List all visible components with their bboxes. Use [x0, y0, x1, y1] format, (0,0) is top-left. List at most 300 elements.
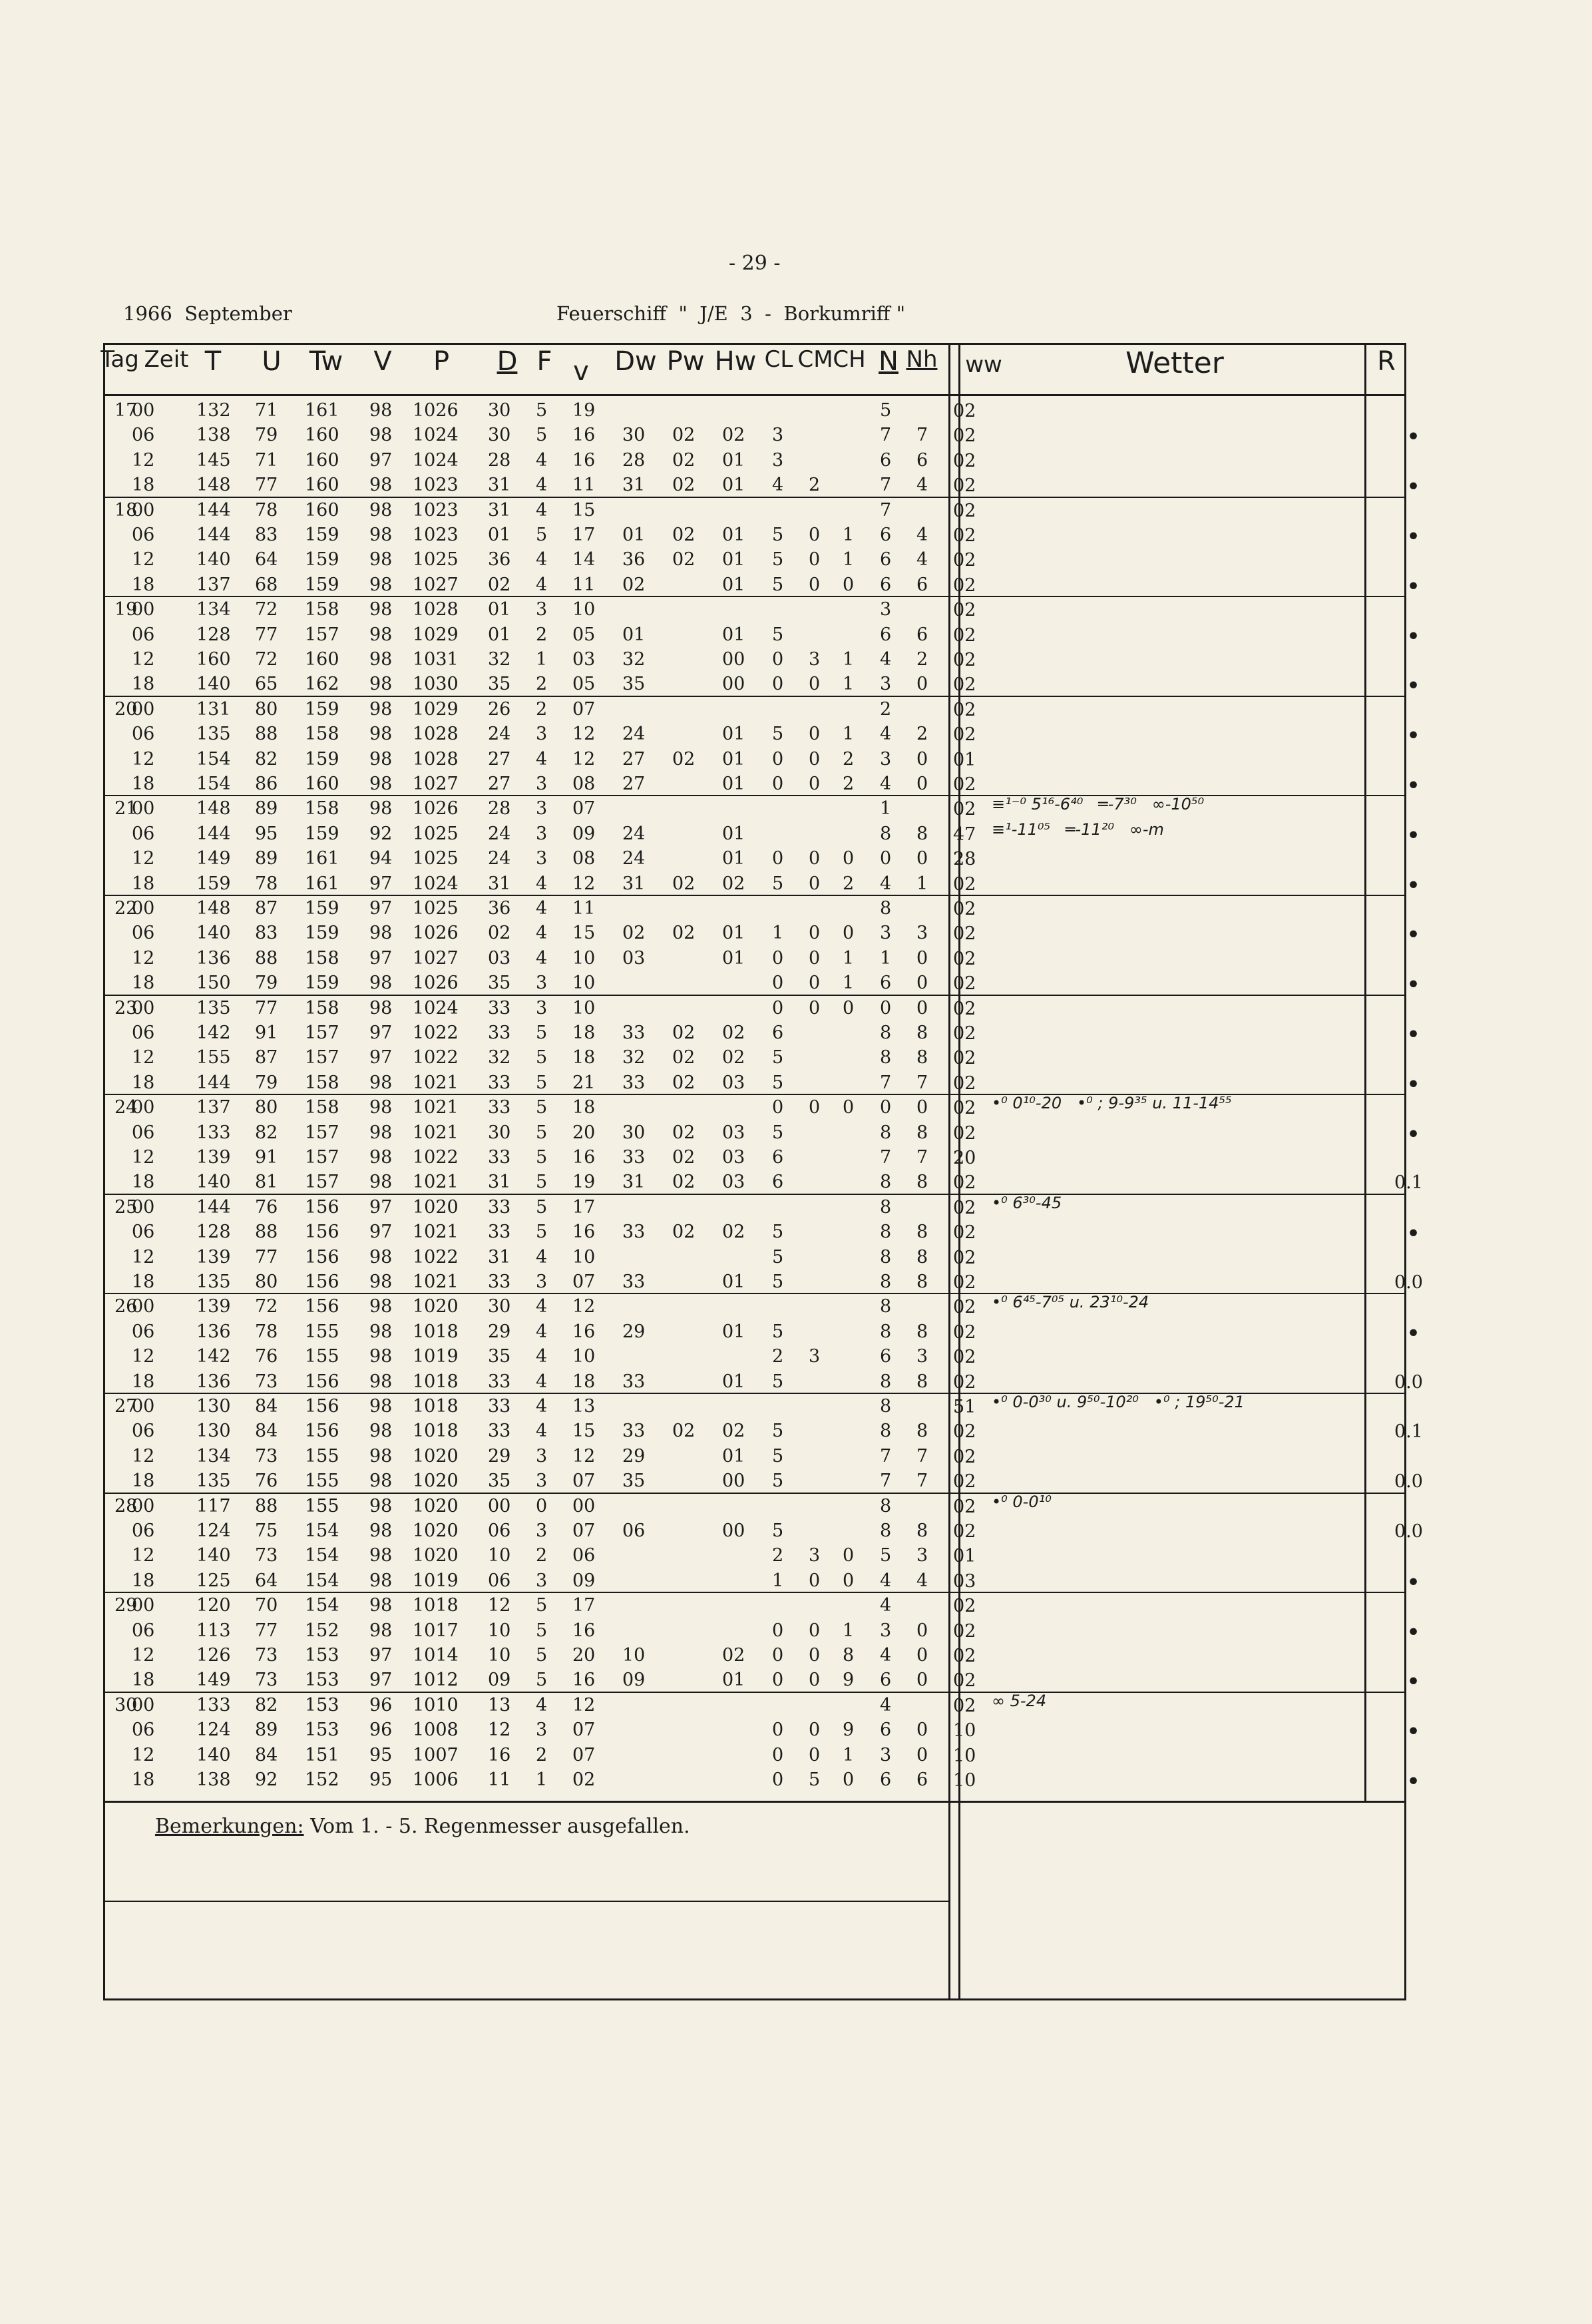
cell-pw: 02: [672, 425, 696, 446]
cell-ww: 02: [953, 600, 976, 621]
cell-nh: 7: [916, 1445, 928, 1467]
cell-nh: 1: [916, 873, 928, 894]
cell-f: 4: [536, 449, 548, 471]
cell-n: 6: [880, 1769, 892, 1790]
cell-hw: 02: [722, 873, 745, 894]
cell-t: 148: [196, 475, 231, 496]
cell-d: 29: [488, 1321, 511, 1342]
cell-d: 35: [488, 1471, 511, 1492]
table-row: [0, 1294, 1592, 1319]
cell-ww: 02: [953, 1098, 976, 1119]
cell-vv: 12: [572, 1445, 596, 1467]
cell-vv: 02: [572, 1769, 596, 1790]
table-row: [0, 1743, 1592, 1767]
table-row: [0, 971, 1592, 995]
cell-v: 98: [369, 1495, 393, 1516]
cell-tag: 24: [114, 1097, 138, 1118]
table-row: [0, 1270, 1592, 1294]
cell-cl: 6: [772, 1172, 784, 1193]
cell-tw: 156: [305, 1396, 339, 1417]
cell-cl: 1: [772, 1570, 784, 1591]
cell-f: 4: [536, 574, 548, 595]
cell-ww: 02: [953, 550, 976, 571]
cell-zeit: 12: [132, 549, 155, 571]
cell-n: 8: [880, 1196, 892, 1218]
cell-tw: 160: [305, 449, 339, 471]
remarks-label: Bemerkungen:: [155, 1815, 304, 1838]
cell-zeit: 06: [132, 1421, 155, 1442]
cell-cl: 5: [772, 1520, 784, 1541]
cell-t: 132: [196, 400, 231, 421]
cell-wetter: •⁰ 0-0³⁰ u. 9⁵⁰-10²⁰ •⁰ ; 19⁵⁰-21: [992, 1393, 1245, 1411]
cell-ww: 02: [953, 1072, 976, 1094]
cell-zeit: 00: [132, 997, 155, 1019]
cell-tw: 156: [305, 1272, 339, 1292]
cell-n: 1: [880, 947, 892, 969]
cell-f: 4: [536, 898, 548, 919]
cell-tw: 154: [305, 1545, 339, 1566]
heading-dw: Dw: [614, 346, 657, 377]
cell-vv: 16: [572, 1222, 596, 1243]
cell-ww: 02: [953, 923, 976, 945]
cell-cl: 0: [772, 674, 784, 695]
cell-ww: 02: [953, 998, 976, 1019]
cell-cl: 0: [772, 973, 784, 994]
cell-vv: 07: [572, 698, 596, 720]
cell-ch: 0: [843, 1097, 855, 1118]
cell-vv: 10: [572, 1346, 596, 1367]
cell-zeit: 00: [132, 898, 155, 919]
cell-t: 144: [196, 499, 231, 521]
cell-cm: 0: [809, 674, 821, 695]
cell-f: 3: [536, 599, 548, 620]
cell-d: 29: [488, 1445, 511, 1467]
cell-vv: 20: [572, 1122, 596, 1143]
table-row: [0, 398, 1592, 423]
cell-tag: 17: [114, 400, 138, 421]
cell-n: 0: [880, 848, 892, 869]
cell-dw: 35: [622, 674, 646, 695]
cell-t: 144: [196, 525, 231, 545]
cell-v: 98: [369, 1346, 393, 1367]
cell-u: 71: [255, 449, 278, 471]
cell-hw: 00: [722, 1520, 745, 1541]
cell-tw: 153: [305, 1670, 339, 1691]
cell-v: 98: [369, 599, 393, 620]
table-row: [0, 1170, 1592, 1194]
cell-d: 01: [488, 525, 511, 545]
cell-f: 3: [536, 774, 548, 794]
cell-ww: 02: [953, 1471, 976, 1493]
cell-n: 6: [880, 525, 892, 545]
cell-u: 76: [255, 1196, 278, 1218]
cell-ww: 02: [953, 1596, 976, 1617]
cell-tw: 155: [305, 1471, 339, 1492]
cell-wetter: •⁰ 0-0¹⁰: [992, 1492, 1052, 1511]
cell-t: 142: [196, 1346, 231, 1367]
cell-r: 0.1: [1394, 1421, 1423, 1443]
cell-d: 31: [488, 475, 511, 496]
cell-p: 1018: [413, 1396, 459, 1417]
cell-d: 02: [488, 574, 511, 595]
cell-d: 10: [488, 1545, 511, 1566]
cell-f: 3: [536, 1570, 548, 1591]
cell-v: 98: [369, 425, 393, 446]
cell-u: 76: [255, 1471, 278, 1492]
cell-d: 36: [488, 549, 511, 571]
cell-ww: 02: [953, 1421, 976, 1443]
cell-pw: 02: [672, 475, 696, 496]
heading-v: V: [373, 346, 392, 377]
cell-p: 1023: [413, 475, 459, 496]
cell-hw: 01: [722, 848, 745, 869]
header-left: 1966 September: [123, 302, 292, 325]
cell-ww: 02: [953, 1048, 976, 1069]
cell-u: 77: [255, 997, 278, 1019]
cell-p: 1022: [413, 1246, 459, 1268]
table-row: [0, 1195, 1592, 1220]
cell-vv: 13: [572, 1396, 596, 1417]
cell-f: 3: [536, 1272, 548, 1292]
cell-ww: 02: [953, 624, 976, 646]
cell-n: 7: [880, 425, 892, 446]
cell-vv: 16: [572, 1670, 596, 1691]
table-row: [0, 1593, 1592, 1618]
cell-t: 136: [196, 947, 231, 969]
cell-pw: 02: [672, 1147, 696, 1168]
cell-zeit: 18: [132, 1670, 155, 1691]
cell-cl: 0: [772, 1670, 784, 1691]
cell-hw: 01: [722, 724, 745, 745]
cell-ww: 02: [953, 1646, 976, 1666]
cell-nh: 6: [916, 449, 928, 471]
cell-hw: 01: [722, 923, 745, 944]
cell-vv: 08: [572, 774, 596, 794]
cell-f: 5: [536, 1072, 548, 1093]
cell-vv: 16: [572, 1620, 596, 1641]
cell-hw: 01: [722, 574, 745, 595]
cell-f: 3: [536, 724, 548, 745]
cell-u: 77: [255, 1246, 278, 1268]
cell-ww: 02: [953, 1023, 976, 1044]
cell-r: •: [1407, 624, 1420, 648]
cell-ww: 02: [953, 1172, 976, 1194]
cell-u: 89: [255, 798, 278, 819]
cell-u: 65: [255, 674, 278, 695]
heading-cl: CL: [764, 346, 793, 373]
cell-nh: 8: [916, 1520, 928, 1541]
cell-f: 4: [536, 873, 548, 894]
table-row: [0, 622, 1592, 647]
cell-ww: 10: [953, 1720, 976, 1742]
cell-t: 135: [196, 1471, 231, 1492]
cell-ww: 02: [953, 948, 976, 969]
cell-nh: 8: [916, 1222, 928, 1243]
cell-ww: 02: [953, 575, 976, 596]
cell-dw: 33: [622, 1023, 646, 1043]
cell-v: 98: [369, 1445, 393, 1467]
cell-nh: 3: [916, 923, 928, 944]
cell-d: 33: [488, 1196, 511, 1218]
cell-cm: 0: [809, 525, 821, 545]
cell-v: 98: [369, 549, 393, 571]
cell-cl: 5: [772, 1471, 784, 1492]
cell-dw: 33: [622, 1371, 646, 1392]
cell-tw: 152: [305, 1769, 339, 1790]
cell-tw: 158: [305, 599, 339, 620]
cell-d: 33: [488, 1147, 511, 1168]
cell-dw: 31: [622, 873, 646, 894]
cell-f: 5: [536, 1023, 548, 1043]
cell-vv: 10: [572, 973, 596, 994]
cell-n: 6: [880, 449, 892, 471]
cell-cl: 0: [772, 1720, 784, 1741]
cell-p: 1028: [413, 599, 459, 620]
cell-t: 137: [196, 1097, 231, 1118]
header-center: Feuerschiff " J/E 3 - Borkumriff ": [556, 302, 906, 325]
table-row: [0, 1518, 1592, 1543]
cell-f: 4: [536, 1396, 548, 1417]
cell-wetter: •⁰ 0¹⁰-20 •⁰ ; 9-9³⁵ u. 11-14⁵⁵: [992, 1094, 1232, 1113]
cell-v: 96: [369, 1720, 393, 1741]
cell-ch: 1: [843, 1744, 855, 1765]
cell-n: 3: [880, 1744, 892, 1765]
cell-nh: 3: [916, 1346, 928, 1367]
cell-p: 1030: [413, 674, 459, 695]
cell-u: 84: [255, 1744, 278, 1765]
cell-p: 1025: [413, 549, 459, 571]
cell-tw: 159: [305, 823, 339, 844]
cell-wetter: ∞ 5-24: [992, 1691, 1047, 1710]
cell-pw: 02: [672, 1122, 696, 1143]
cell-d: 33: [488, 1023, 511, 1043]
cell-p: 1021: [413, 1272, 459, 1292]
cell-u: 95: [255, 823, 278, 844]
cell-f: 3: [536, 1471, 548, 1492]
cell-f: 1: [536, 649, 548, 670]
cell-vv: 20: [572, 1645, 596, 1666]
cell-vv: 09: [572, 1570, 596, 1591]
cell-cm: 3: [809, 649, 821, 670]
cell-f: 5: [536, 1620, 548, 1641]
cell-d: 12: [488, 1595, 511, 1616]
cell-tw: 159: [305, 525, 339, 545]
cell-t: 130: [196, 1421, 231, 1442]
cell-n: 4: [880, 873, 892, 894]
cell-nh: 0: [916, 1097, 928, 1118]
heading-cm: CM: [797, 346, 833, 373]
cell-p: 1018: [413, 1321, 459, 1342]
cell-ww: 02: [953, 774, 976, 795]
cell-f: 5: [536, 1047, 548, 1068]
cell-t: 136: [196, 1321, 231, 1342]
cell-cl: 0: [772, 649, 784, 670]
cell-ww: 02: [953, 799, 976, 820]
cell-hw: 03: [722, 1122, 745, 1143]
cell-u: 73: [255, 1545, 278, 1566]
cell-t: 159: [196, 873, 231, 894]
cell-r: •: [1407, 724, 1420, 748]
table-row: [0, 1469, 1592, 1493]
cell-nh: 8: [916, 1023, 928, 1043]
cell-n: 8: [880, 1047, 892, 1068]
cell-p: 1024: [413, 449, 459, 471]
cell-n: 3: [880, 923, 892, 944]
cell-u: 77: [255, 475, 278, 496]
cell-p: 1010: [413, 1694, 459, 1716]
cell-nh: 0: [916, 997, 928, 1019]
cell-vv: 15: [572, 1421, 596, 1442]
cell-p: 1023: [413, 499, 459, 521]
cell-f: 5: [536, 1670, 548, 1691]
cell-cl: 5: [772, 549, 784, 571]
table-row: [0, 921, 1592, 945]
cell-zeit: 12: [132, 649, 155, 670]
cell-v: 98: [369, 1321, 393, 1342]
cell-t: 128: [196, 624, 231, 645]
cell-zeit: 12: [132, 848, 155, 869]
cell-u: 92: [255, 1769, 278, 1790]
cell-p: 1018: [413, 1595, 459, 1616]
cell-zeit: 18: [132, 973, 155, 994]
cell-zeit: 12: [132, 1645, 155, 1666]
cell-n: 1: [880, 798, 892, 819]
cell-n: 8: [880, 1246, 892, 1268]
cell-dw: 35: [622, 1471, 646, 1492]
cell-cm: 0: [809, 774, 821, 794]
cell-u: 84: [255, 1396, 278, 1417]
cell-dw: 28: [622, 449, 646, 471]
cell-nh: 0: [916, 1744, 928, 1765]
remarks: [155, 1815, 690, 1838]
cell-t: 140: [196, 1172, 231, 1193]
cell-n: 6: [880, 574, 892, 595]
cell-ww: 02: [953, 1371, 976, 1393]
cell-hw: 01: [722, 624, 745, 645]
cell-cm: 0: [809, 1645, 821, 1666]
cell-t: 130: [196, 1396, 231, 1417]
cell-tw: 157: [305, 1047, 339, 1068]
cell-hw: 01: [722, 525, 745, 545]
cell-n: 6: [880, 973, 892, 994]
cell-tw: 161: [305, 873, 339, 894]
cell-f: 3: [536, 823, 548, 844]
cell-r: •: [1407, 1321, 1420, 1345]
cell-f: 3: [536, 798, 548, 819]
cell-cl: 0: [772, 1769, 784, 1790]
cell-p: 1027: [413, 774, 459, 794]
cell-nh: 4: [916, 1570, 928, 1591]
cell-f: 5: [536, 1196, 548, 1218]
cell-tw: 156: [305, 1296, 339, 1317]
cell-vv: 10: [572, 997, 596, 1019]
cell-v: 97: [369, 1645, 393, 1666]
cell-zeit: 18: [132, 1072, 155, 1093]
cell-tw: 159: [305, 698, 339, 720]
table-row: [0, 697, 1592, 722]
cell-v: 98: [369, 499, 393, 521]
cell-t: 125: [196, 1570, 231, 1591]
cell-nh: 8: [916, 1047, 928, 1068]
cell-v: 95: [369, 1744, 393, 1765]
cell-f: 5: [536, 1147, 548, 1168]
cell-hw: 02: [722, 1222, 745, 1243]
cell-vv: 06: [572, 1545, 596, 1566]
table-row: [0, 547, 1592, 572]
cell-d: 32: [488, 1047, 511, 1068]
cell-d: 10: [488, 1645, 511, 1666]
cell-f: 3: [536, 1520, 548, 1541]
cell-n: 2: [880, 698, 892, 720]
cell-vv: 07: [572, 798, 596, 819]
cell-ww: 28: [953, 849, 976, 870]
cell-d: 33: [488, 1097, 511, 1118]
cell-cl: 0: [772, 1097, 784, 1118]
cell-zeit: 00: [132, 499, 155, 521]
cell-r: 0.1: [1394, 1172, 1423, 1194]
cell-nh: 8: [916, 1371, 928, 1392]
cell-cl: 4: [772, 475, 784, 496]
cell-tw: 158: [305, 997, 339, 1019]
heading-r: R: [1377, 346, 1396, 377]
cell-pw: 02: [672, 525, 696, 545]
cell-zeit: 18: [132, 873, 155, 894]
cell-tw: 152: [305, 1620, 339, 1641]
cell-ww: 10: [953, 1745, 976, 1766]
cell-f: 4: [536, 1421, 548, 1442]
cell-p: 1022: [413, 1147, 459, 1168]
cell-u: 82: [255, 748, 278, 770]
cell-zeit: 18: [132, 1471, 155, 1492]
table-row: [0, 946, 1592, 971]
cell-ww: 02: [953, 1321, 976, 1343]
cell-ww: 02: [953, 1347, 976, 1368]
cell-nh: 6: [916, 624, 928, 645]
cell-ww: 02: [953, 724, 976, 746]
cell-u: 77: [255, 1620, 278, 1641]
cell-tw: 160: [305, 425, 339, 446]
cell-f: 5: [536, 1595, 548, 1616]
table-row: [0, 996, 1592, 1021]
cell-tw: 159: [305, 574, 339, 595]
cell-cm: 3: [809, 1346, 821, 1367]
cell-v: 98: [369, 1421, 393, 1442]
cell-n: 8: [880, 1023, 892, 1043]
table-row: [0, 1095, 1592, 1120]
cell-zeit: 12: [132, 1147, 155, 1168]
cell-f: 4: [536, 947, 548, 969]
cell-f: 1: [536, 1769, 548, 1790]
cell-r: •: [1407, 1720, 1420, 1744]
cell-cl: 0: [772, 748, 784, 770]
cell-nh: 8: [916, 1272, 928, 1292]
cell-v: 98: [369, 1520, 393, 1541]
heading-wetter: Wetter: [1125, 346, 1224, 380]
cell-f: 5: [536, 1222, 548, 1243]
heading-f: F: [536, 346, 552, 377]
cell-hw: 02: [722, 425, 745, 446]
cell-t: 128: [196, 1222, 231, 1243]
cell-zeit: 18: [132, 1371, 155, 1392]
cell-v: 98: [369, 698, 393, 720]
cell-ch: 1: [843, 549, 855, 571]
cell-t: 135: [196, 997, 231, 1019]
cell-p: 1023: [413, 525, 459, 545]
table-row: [0, 796, 1592, 821]
cell-pw: 02: [672, 1072, 696, 1093]
cell-dw: 31: [622, 475, 646, 496]
cell-dw: 10: [622, 1645, 646, 1666]
